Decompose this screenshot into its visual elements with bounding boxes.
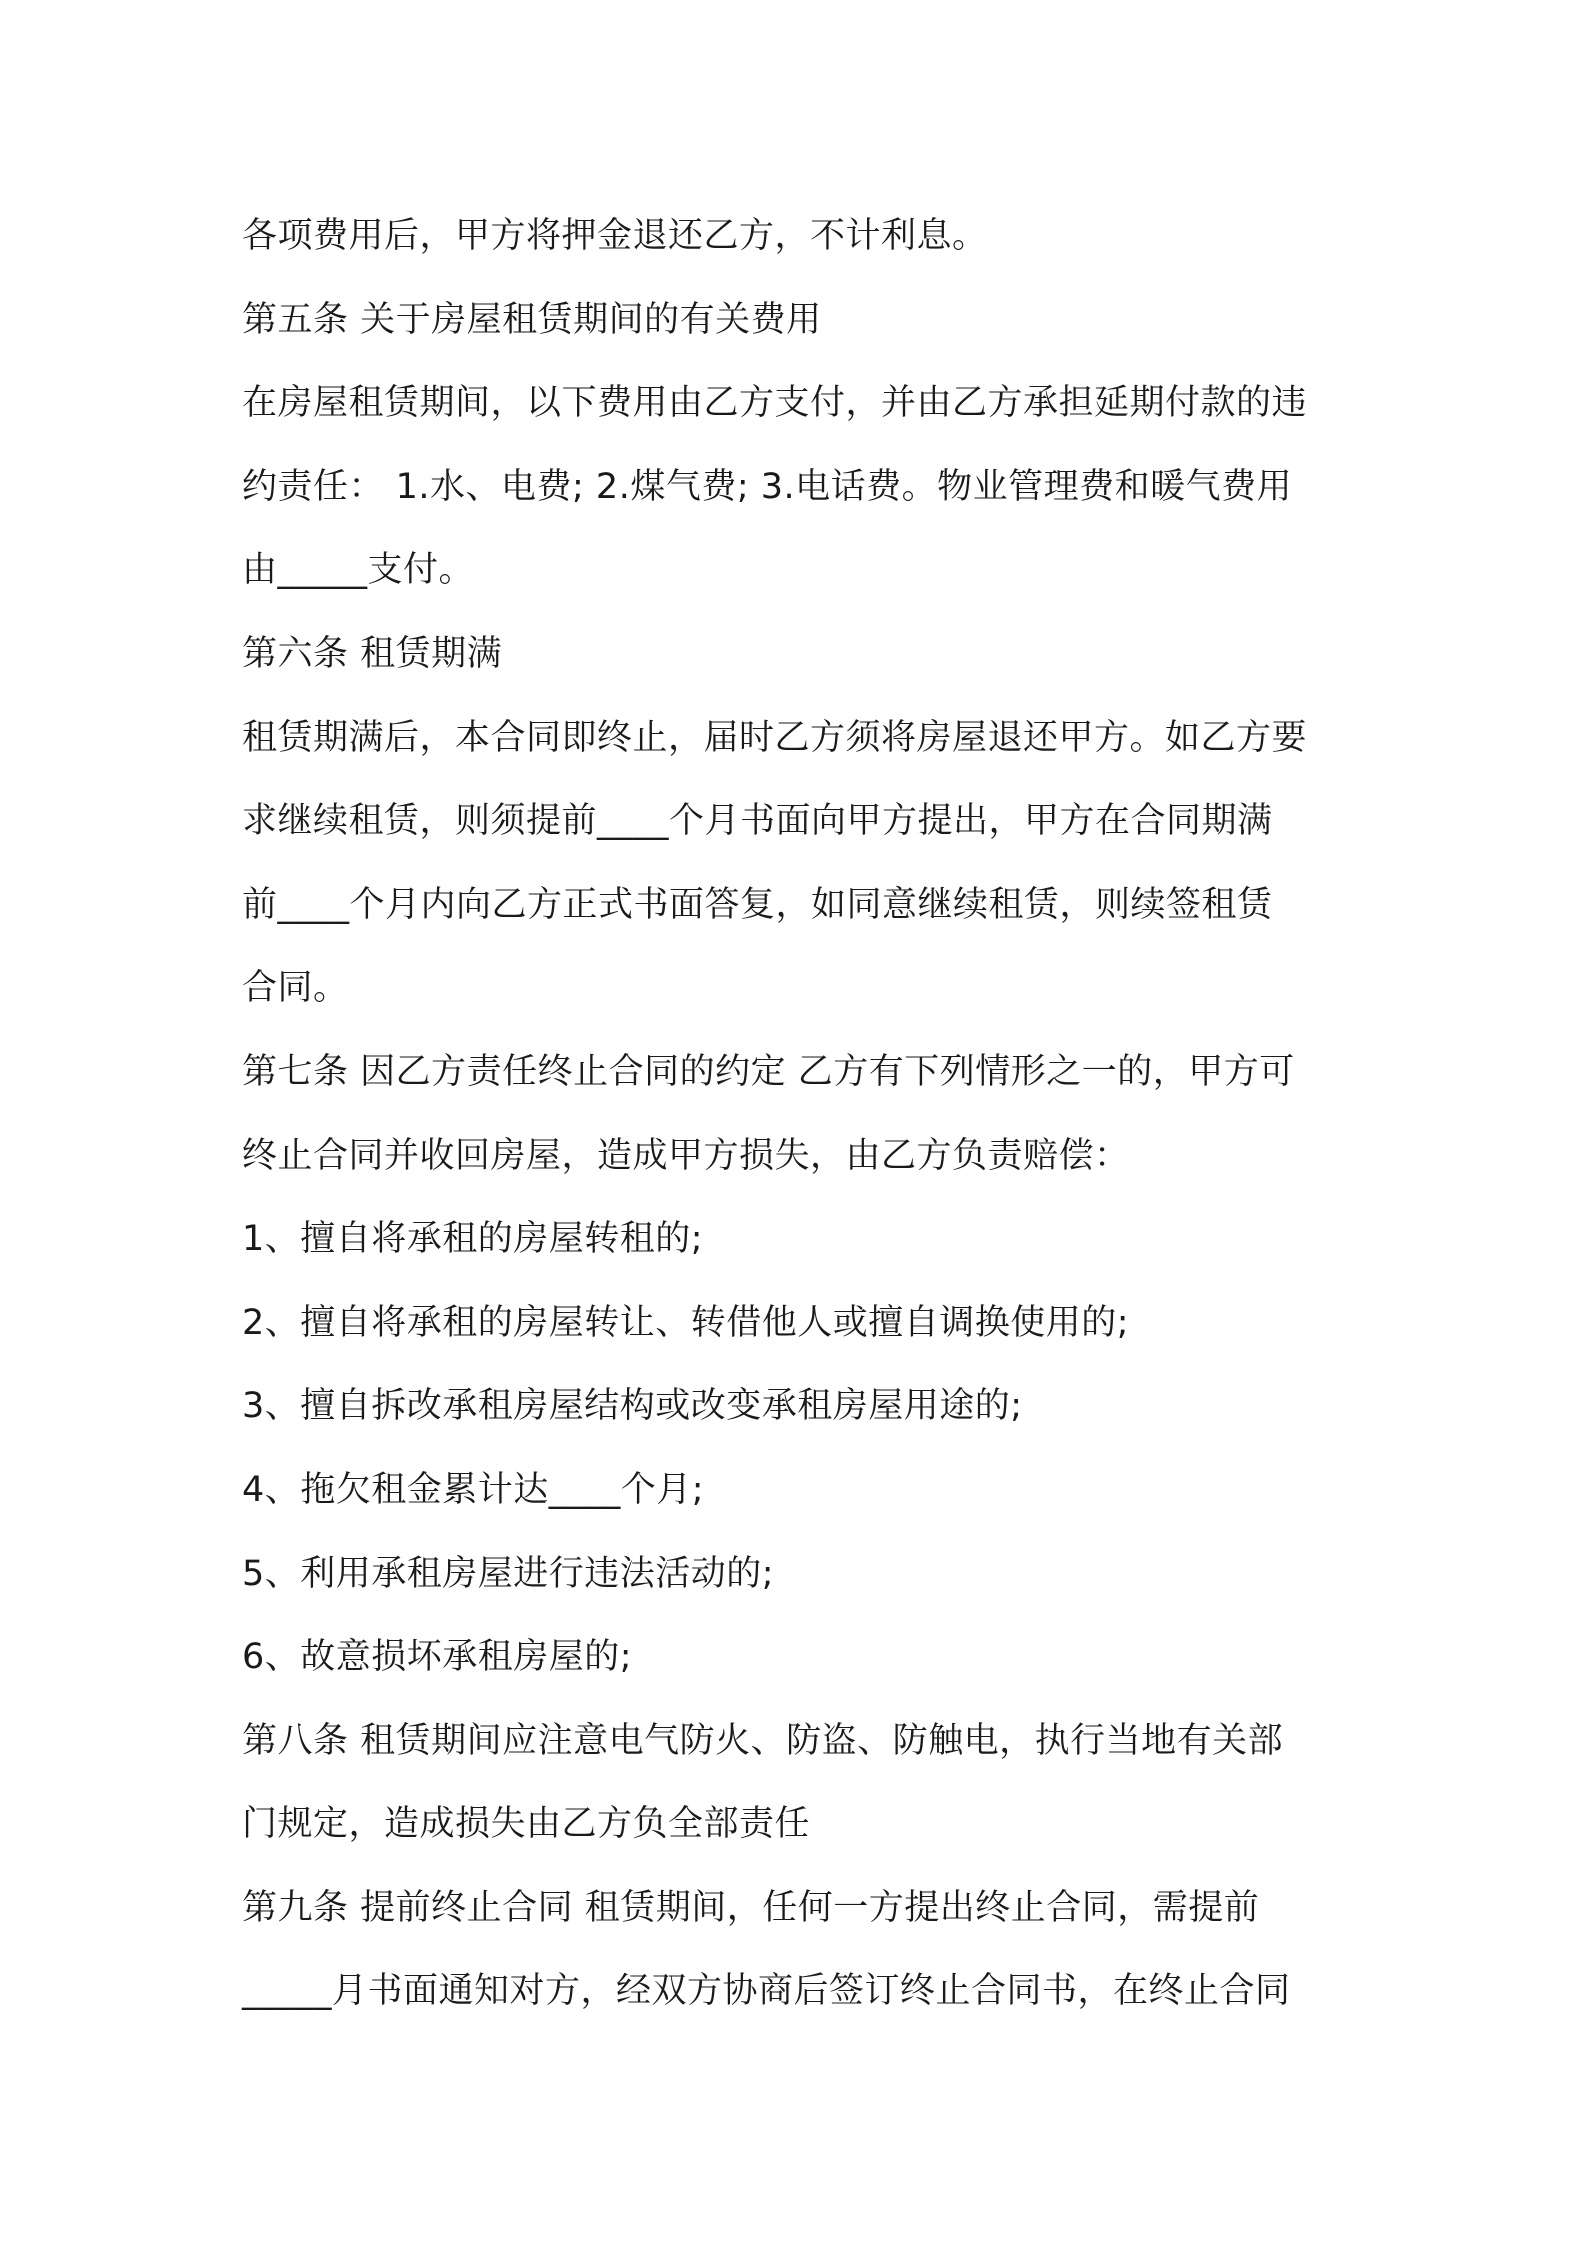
document-page <box>242 195 1362 2034</box>
text-line: 合同。 <box>242 968 349 1009</box>
text-line: 在房屋租赁期间，以下费用由乙方支付，并由乙方承担延期付款的违 <box>242 383 1308 424</box>
text-line: 租赁期满后，本合同即终止，届时乙方须将房屋退还甲方。如乙方要 <box>242 717 1308 758</box>
text-line: 由_____支付。 <box>242 550 475 591</box>
list-item: 1、擅自将承租的房屋转租的; <box>242 1219 704 1260</box>
text-line: 求继续租赁，则须提前____个月书面向甲方提出，甲方在合同期满 <box>242 801 1273 842</box>
list-item: 5、利用承租房屋进行违法活动的; <box>242 1553 775 1594</box>
text-line: 各项费用后，甲方将押金退还乙方，不计利息。 <box>242 216 988 256</box>
article-heading: 第六条 租赁期满 <box>242 633 503 674</box>
list-item: 3、擅自拆改承租房屋结构或改变承租房屋用途的; <box>242 1386 1023 1427</box>
article-heading: 第五条 关于房屋租赁期间的有关费用 <box>242 299 822 340</box>
list-item: 4、拖欠租金累计达____个月; <box>242 1469 705 1510</box>
article-heading: 第八条 租赁期间应注意电气防火、防盗、防触电，执行当地有关部 <box>242 1720 1284 1761</box>
text-line: _____月书面通知对方，经双方协商后签订终止合同书，在终止合同 <box>242 1971 1291 2012</box>
text-line: 约责任： 1.水、电费; 2.煤气费; 3.电话费。物业管理费和暖气费用 <box>242 466 1293 507</box>
list-item: 6、故意损坏承租房屋的; <box>242 1637 633 1678</box>
article-heading: 第七条 因乙方责任终止合同的约定 乙方有下列情形之一的，甲方可 <box>242 1051 1295 1092</box>
text-line: 终止合同并收回房屋，造成甲方损失，由乙方负责赔偿： <box>242 1135 1130 1176</box>
text-line: 门规定，造成损失由乙方负全部责任 <box>242 1804 811 1845</box>
text-line: 前____个月内向乙方正式书面答复，如同意继续租赁，则续签租赁 <box>242 884 1273 925</box>
article-heading: 第九条 提前终止合同 租赁期间，任何一方提出终止合同，需提前 <box>242 1887 1260 1928</box>
list-item: 2、擅自将承租的房屋转让、转借他人或擅自调换使用的; <box>242 1302 1130 1343</box>
